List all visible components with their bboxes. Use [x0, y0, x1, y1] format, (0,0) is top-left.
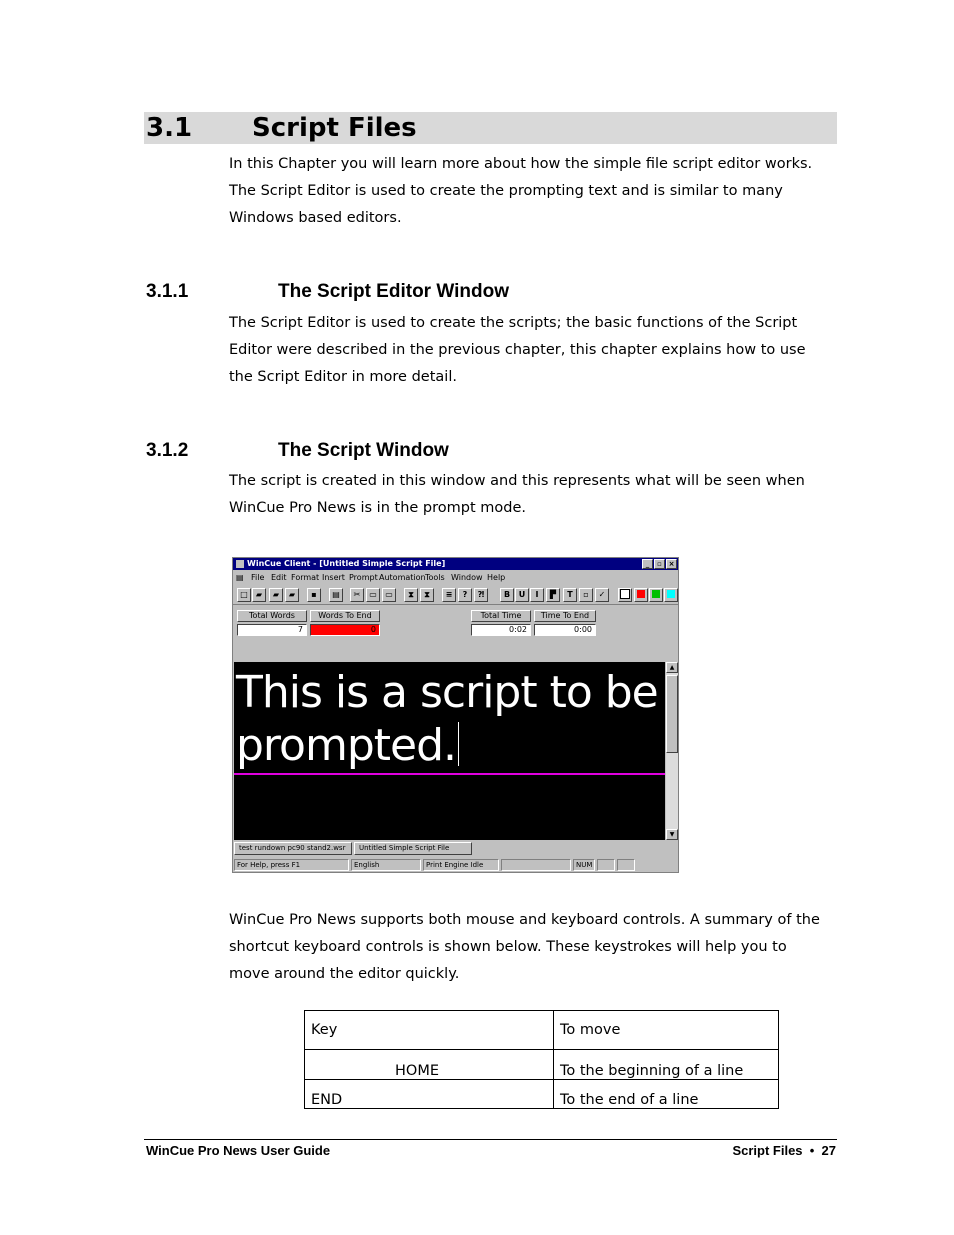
- subsection-2-number: 3.1.2: [146, 440, 189, 461]
- spellcheck-icon[interactable]: ✓: [595, 588, 609, 602]
- app-title-bar: [233, 558, 678, 570]
- app-icon: [236, 560, 244, 568]
- table-header-row: [305, 1011, 779, 1050]
- status-empty-1: [501, 859, 571, 871]
- toolbar: [233, 586, 678, 605]
- time-to-end-value: 0:00: [534, 624, 596, 636]
- save-icon[interactable]: ▪: [307, 588, 321, 602]
- doc-icon: ▤: [236, 573, 244, 582]
- menu-automation[interactable]: Automation: [379, 573, 426, 582]
- footer-page-info: Script Files • 27: [732, 1143, 836, 1158]
- counter-panel: [233, 606, 678, 662]
- shortcut-key-table: [304, 1010, 779, 1109]
- document-tabs: [233, 842, 678, 856]
- controls-paragraph: WinCue Pro News supports both mouse and keyboard controls. A summary of the shortcut keyboard controls is shown below. These keystrokes will help you to move around the editor quickly.: [229, 912, 820, 982]
- intro-paragraph: In this Chapter you will learn more about how the simple file script editor works. The Script Editor is used to create the prompting text and is similar to many Windows based editors.: [229, 156, 813, 226]
- scroll-thumb[interactable]: [666, 675, 678, 753]
- tab-untitled-script[interactable]: Untitled Simple Script File: [354, 842, 472, 855]
- footer-rule: [144, 1139, 837, 1140]
- paste-icon[interactable]: ▭: [382, 588, 396, 602]
- find-icon[interactable]: ≡: [442, 588, 456, 602]
- color-cyan-icon[interactable]: [664, 588, 678, 602]
- tab-rundown[interactable]: test rundown pc90 stand2.wsr: [234, 842, 352, 855]
- menu-help[interactable]: Help: [487, 573, 506, 582]
- total-words-value: 7: [237, 624, 307, 636]
- scroll-down-icon[interactable]: ▼: [666, 829, 678, 840]
- total-time-label: Total Time: [471, 610, 531, 622]
- clear-format-icon[interactable]: ▫: [579, 588, 593, 602]
- table-header-key: Key: [305, 1011, 554, 1050]
- new-file-icon[interactable]: □: [237, 588, 251, 602]
- time-to-end-label: Time To End: [534, 610, 596, 622]
- footer-guide-title: WinCue Pro News User Guide: [146, 1143, 331, 1158]
- table-cell-key: END: [305, 1080, 554, 1109]
- menu-insert[interactable]: Insert: [322, 573, 345, 582]
- subsection-2-paragraph: The script is created in this window and this represents what will be seen when WinCue Pro News is in the prompt mode.: [229, 473, 805, 516]
- subsection-1-number: 3.1.1: [146, 281, 189, 302]
- status-language: English: [351, 859, 421, 871]
- total-words-label: Total Words: [237, 610, 307, 622]
- menu-format[interactable]: Format: [291, 573, 320, 582]
- status-num: NUM: [573, 859, 595, 871]
- table-row: [305, 1050, 779, 1080]
- status-print-engine: Print Engine Idle: [423, 859, 499, 871]
- font-color-icon[interactable]: ▛: [546, 588, 560, 602]
- menu-prompt[interactable]: Prompt: [349, 573, 378, 582]
- status-empty-3: [617, 859, 635, 871]
- words-to-end-value: 0: [310, 624, 380, 636]
- underline-button[interactable]: U: [515, 588, 529, 602]
- subsection-1-title: The Script Editor Window: [278, 281, 509, 302]
- section-title: Script Files: [252, 113, 417, 143]
- table-cell-action: To the end of a line: [554, 1080, 779, 1109]
- vertical-scrollbar[interactable]: [666, 662, 678, 840]
- table-row: [305, 1080, 779, 1109]
- timer-reset-icon[interactable]: ⧗: [420, 588, 434, 602]
- text-style-icon[interactable]: T: [563, 588, 577, 602]
- menu-edit[interactable]: Edit: [271, 573, 287, 582]
- script-window-screenshot: [232, 557, 679, 873]
- menu-window[interactable]: Window: [451, 573, 483, 582]
- script-text: This is a script to be prompted.: [236, 667, 658, 771]
- minimize-button[interactable]: _: [642, 559, 653, 569]
- open-rundown-icon[interactable]: ▰: [269, 588, 283, 602]
- menu-bar: [233, 571, 678, 584]
- copy-icon[interactable]: ▭: [366, 588, 380, 602]
- status-empty-2: [597, 859, 615, 871]
- color-green-icon[interactable]: [649, 588, 663, 602]
- maximize-button[interactable]: ▫: [654, 559, 665, 569]
- status-help: For Help, press F1: [234, 859, 349, 871]
- menu-tools[interactable]: Tools: [425, 573, 445, 582]
- status-bar: [233, 859, 678, 872]
- table-cell-action: To the beginning of a line: [554, 1050, 779, 1080]
- close-button[interactable]: ×: [666, 559, 677, 569]
- color-white-icon[interactable]: [618, 588, 632, 602]
- app-title: WinCue Client - [Untitled Simple Script File]: [247, 559, 446, 568]
- subsection-1-paragraph: The Script Editor is used to create the scripts; the basic functions of the Script Editor were described in the previous chapter, this chapter explains how to use the Script Editor in more detail.: [229, 315, 806, 385]
- section-heading-bar: [144, 112, 837, 144]
- section-number: 3.1: [146, 113, 193, 143]
- table-header-action: To move: [554, 1011, 779, 1050]
- prompt-marker-line: [234, 773, 665, 775]
- italic-button[interactable]: I: [530, 588, 544, 602]
- help-icon[interactable]: ?: [458, 588, 472, 602]
- print-icon[interactable]: ▤: [329, 588, 343, 602]
- menu-file[interactable]: File: [251, 573, 265, 582]
- words-to-end-label: Words To End: [310, 610, 380, 622]
- bold-button[interactable]: B: [500, 588, 514, 602]
- total-time-value: 0:02: [471, 624, 531, 636]
- timer-icon[interactable]: ⧗: [404, 588, 418, 602]
- text-caret: [458, 722, 459, 766]
- open-file-icon[interactable]: ▰: [252, 588, 266, 602]
- script-editor[interactable]: [234, 662, 665, 840]
- open-folder-icon[interactable]: ▰: [285, 588, 299, 602]
- context-help-icon[interactable]: ⁈: [474, 588, 488, 602]
- color-red-icon[interactable]: [634, 588, 648, 602]
- cut-icon[interactable]: ✂: [350, 588, 364, 602]
- subsection-2-title: The Script Window: [278, 440, 449, 461]
- table-cell-key: HOME: [305, 1050, 554, 1080]
- scroll-up-icon[interactable]: ▲: [666, 662, 678, 673]
